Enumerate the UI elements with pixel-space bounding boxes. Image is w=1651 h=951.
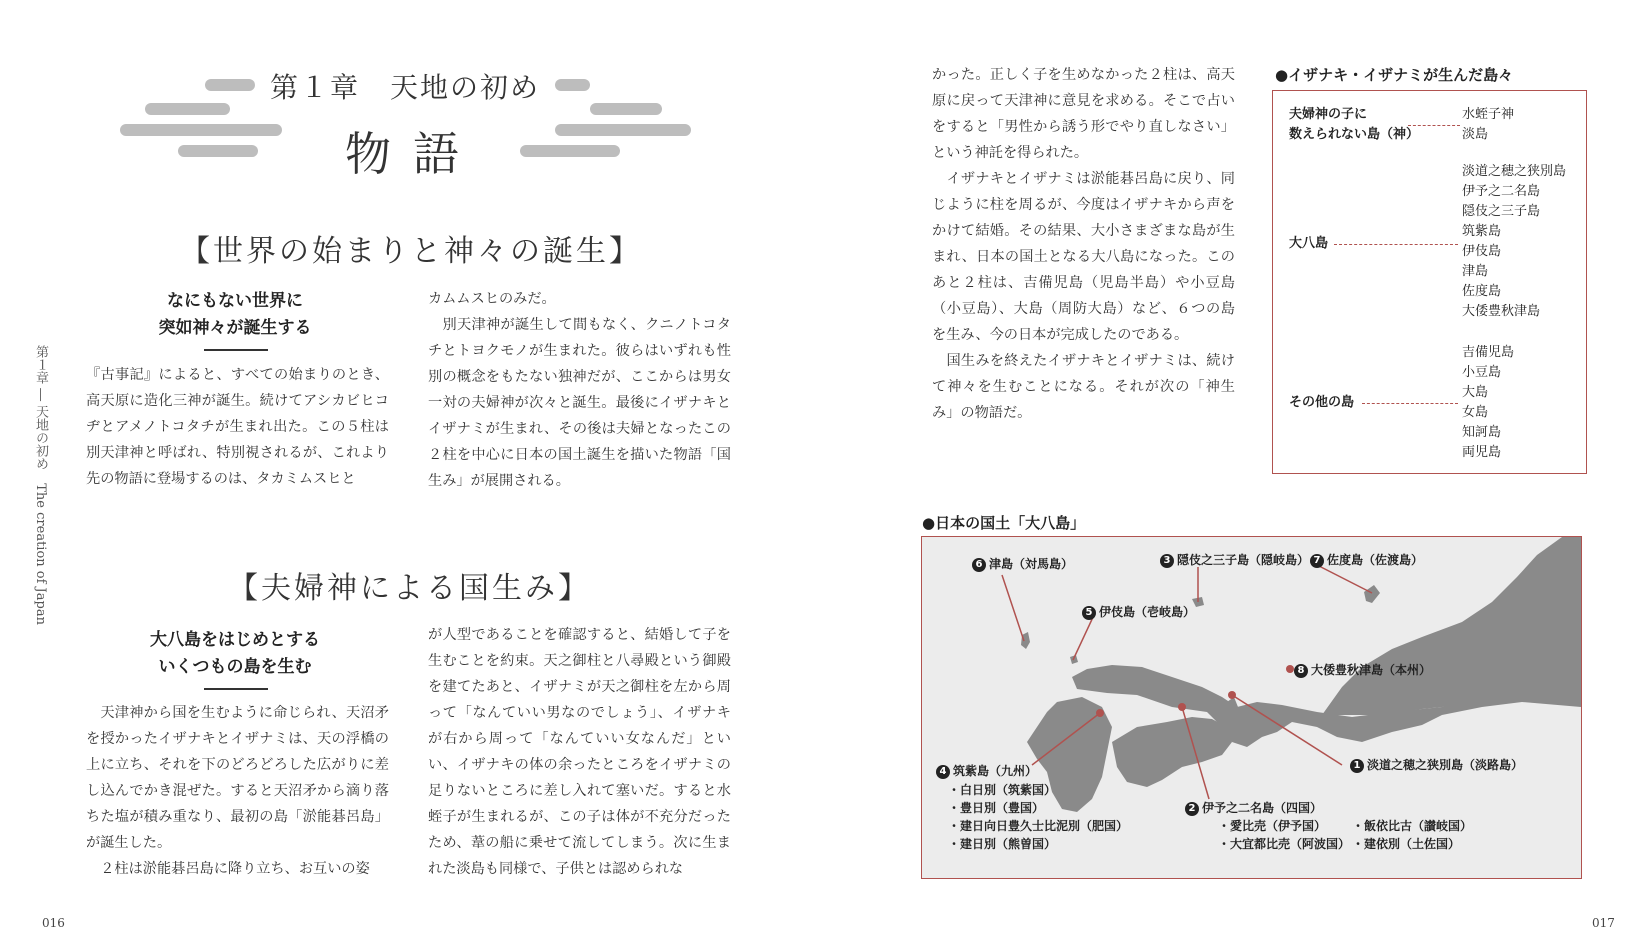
location-dot xyxy=(1096,709,1104,717)
cloud-decoration xyxy=(555,79,590,91)
cloud-decoration xyxy=(590,103,662,115)
group-label-line: 大八島 xyxy=(1289,236,1329,251)
leader-line xyxy=(1073,615,1094,660)
shikoku-landmass xyxy=(1112,717,1232,787)
map-number: 7 xyxy=(1310,554,1324,568)
island-group-label xyxy=(1289,234,1328,254)
kyushu-province: ・建日向日豊久士比泥別（肥国） xyxy=(948,819,1129,833)
shikoku-province: ・大宜都比売（阿波国） xyxy=(1218,837,1351,851)
body-text: が人型であることを確認すると、結婚して子を生むことを約束。天之御柱と八尋殿という御殿を建てたあと、イザナミが天之御柱を左から周って「なんていい男なのでしょう」、イザナキが右から周って「なんていい女なんだ」といい、イザナキの体の余ったところをイザナミの足りないところに差し入れて塞いだ。すると水蛭子が生まれるが、この子は体が不充分だったため、葦の船に乗せて流してしまう。次に生まれた淡島も同様で、子供とは認められな xyxy=(428,627,731,877)
map-label-text: 大倭豊秋津島（本州） xyxy=(1311,663,1432,677)
island-name: 伊予之二名島 xyxy=(1462,184,1541,199)
map-number: 4 xyxy=(936,765,950,779)
map-label-text: 伊伎島（壱岐島） xyxy=(1099,605,1196,619)
island-name: 大倭豊秋津島 xyxy=(1462,304,1541,319)
island-group-label xyxy=(1289,393,1354,413)
map-label-oki xyxy=(1160,551,1309,568)
island-name: 女島 xyxy=(1462,405,1489,420)
body-text: かった。正しく子を生めなかった２柱は、高天原に戻って天津神に意見を求める。そこで占いをすると「男性から誘う形でやり直しなさい」という神託を得られた。 イザナキとイザナミは淤能碁呂島に戻り、同じように柱を周るが、今度はイザナキから声をかけて結婚。その結果、大小さまざまな島が生まれ、日本の国土となる大八島になった。このあと２柱は、吉備児島（児島半島）や小豆島（小豆島）、大島（周防大島）など、６つの島を生み、今の日本が完成したのである。 国生みを終えたイザナキとイザナミは、続けて神々を生むことになる。それが次の「神生み」の物語だ。 xyxy=(932,67,1235,421)
honshu-landmass xyxy=(1072,537,1581,878)
connector-line xyxy=(1408,125,1460,126)
island-name: 伊伎島 xyxy=(1462,244,1502,259)
island-name: 佐度島 xyxy=(1462,284,1502,299)
sado-island xyxy=(1364,585,1380,603)
map-label-text: 伊予之二名島（四国） xyxy=(1202,801,1323,815)
map-label-awaji xyxy=(1350,756,1523,773)
body-text: 『古事記』によると、すべての始まりのとき、高天原に造化三神が誕生。続けてアシカビヒコヂとアメノトコタチが生まれ出た。この５柱は別天津神と呼ばれ、特別視されるが、これより先の物語に登場するのは、タカミムスヒと xyxy=(86,367,389,487)
map-number: 8 xyxy=(1294,664,1308,678)
japan-map xyxy=(921,536,1582,879)
map-label-sado xyxy=(1310,551,1423,568)
subheading-line: なにもない世界に xyxy=(167,291,303,311)
map-label-text: 筑紫島（九州） xyxy=(953,764,1038,778)
section-heading-1: 【世界の始まりと神々の誕生】 xyxy=(180,234,642,269)
map-label-honshu xyxy=(1294,661,1431,678)
islands-chart-box xyxy=(1272,90,1587,474)
leader-line xyxy=(1317,565,1372,593)
map-title: ●日本の国土「大八島」 xyxy=(922,514,1086,532)
map-label-kyushu xyxy=(936,762,1037,779)
shikoku-province: ・愛比売（伊予国） xyxy=(1218,819,1327,833)
map-label-text: 佐度島（佐渡島） xyxy=(1327,553,1424,567)
kyushu-province: ・豊日別（豊国） xyxy=(948,801,1045,815)
map-label-text: 隠伎之三子島（隠岐島） xyxy=(1177,553,1310,567)
cloud-decoration xyxy=(520,145,620,157)
subheading-line: 大八島をはじめとする xyxy=(150,630,320,650)
body-text: 天津神から国を生むように命じられ、天沼矛を授かったイザナキとイザナミは、天の浮橋の上に立ち、それを下のどろどろした広がりに差し込んでかき混ぜた。すると天沼矛から滴り落ちた塩が積み重なり、最初の島「淤能碁呂島」が誕生した。 ２柱は淤能碁呂島に降り立ち、お互いの姿 xyxy=(86,705,389,877)
page-number-left: 016 xyxy=(42,916,65,930)
islands-chart-title: ●イザナキ・イザナミが生んだ島々 xyxy=(1275,66,1514,84)
cloud-decoration xyxy=(145,103,230,115)
island-name: 小豆島 xyxy=(1462,365,1502,380)
cloud-decoration xyxy=(555,124,691,136)
kyushu-province: ・建日別（熊曽国） xyxy=(948,837,1057,851)
island-name: 筑紫島 xyxy=(1462,224,1502,239)
map-number: 2 xyxy=(1185,802,1199,816)
location-dot xyxy=(1228,691,1236,699)
cloud-decoration xyxy=(178,145,258,157)
subheading-rule xyxy=(204,688,268,690)
group-label-line: その他の島 xyxy=(1289,395,1355,410)
shikoku-province: ・飯依比古（讃岐国） xyxy=(1352,819,1473,833)
island-name: 津島 xyxy=(1462,264,1489,279)
group-label-line: 数えられない島（神） xyxy=(1289,127,1420,142)
page-number-right: 017 xyxy=(1592,916,1615,930)
chapter-subtitle: 物語 xyxy=(345,127,481,181)
map-number: 1 xyxy=(1350,759,1364,773)
chapter-title: 第１章 天地の初め xyxy=(270,71,541,104)
island-name: 隠伎之三子島 xyxy=(1462,204,1541,219)
map-label-tsushima xyxy=(972,555,1073,572)
location-dot xyxy=(1178,703,1186,711)
side-chapter-label: 第１章 ― 天地の初め The creation of Japan xyxy=(33,345,48,625)
island-name: 淡道之穂之狭別島 xyxy=(1462,164,1567,179)
map-label-shikoku xyxy=(1185,799,1322,816)
island-name: 知訶島 xyxy=(1462,425,1502,440)
body-text: カムムスヒのみだ。 別天津神が誕生して間もなく、クニノトコタチとトヨクモノが生まれた。彼らはいずれも性別の概念をもたない独神だが、ここからは男女一対の夫婦神が次々と誕生。最後にイザナキとイザナミが生まれ、その後は夫婦となったこの２柱を中心に日本の国土誕生を描いた物語「国生み」が展開される。 xyxy=(428,291,731,489)
section-subheading-2 xyxy=(120,627,350,681)
kyushu-province: ・白日別（筑紫国） xyxy=(948,783,1057,797)
map-number: 5 xyxy=(1082,606,1096,620)
map-label-iki xyxy=(1082,603,1195,620)
subheading-line: いくつもの島を生む xyxy=(158,657,312,677)
connector-line xyxy=(1334,244,1458,245)
shikoku-province: ・建依別（土佐国） xyxy=(1352,837,1461,851)
section-subheading-1 xyxy=(120,288,350,342)
location-dot xyxy=(1286,665,1294,673)
cloud-decoration xyxy=(120,124,282,136)
map-label-text: 津島（対馬島） xyxy=(989,557,1074,571)
island-name: 淡島 xyxy=(1462,127,1489,142)
map-label-text: 淡道之穂之狭別島（淡路島） xyxy=(1367,758,1524,772)
island-name: 水蛭子神 xyxy=(1462,107,1515,122)
subheading-rule xyxy=(204,349,268,351)
section-heading-2: 【夫婦神による国生み】 xyxy=(228,571,591,606)
island-group-label xyxy=(1289,105,1419,145)
island-name: 両児島 xyxy=(1462,445,1502,460)
subheading-line: 突如神々が誕生する xyxy=(158,318,312,338)
connector-line xyxy=(1362,403,1458,404)
map-number: 3 xyxy=(1160,554,1174,568)
island-name: 大島 xyxy=(1462,385,1489,400)
cloud-decoration xyxy=(205,79,255,91)
map-number: 6 xyxy=(972,558,986,572)
island-name: 吉備児島 xyxy=(1462,345,1515,360)
leader-line xyxy=(1002,575,1024,641)
group-label-line: 夫婦神の子に xyxy=(1289,107,1368,122)
